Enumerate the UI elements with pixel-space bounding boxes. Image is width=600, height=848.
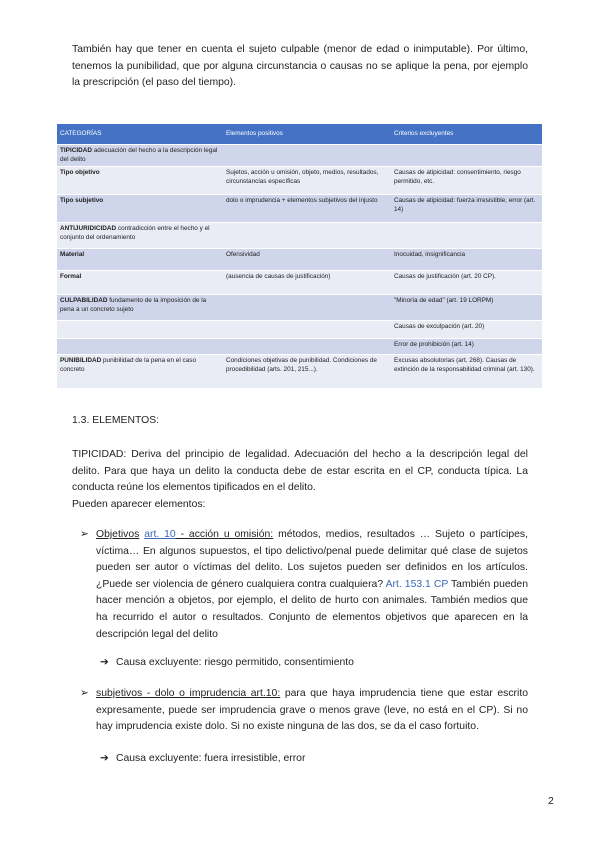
tipicidad-paragraph: TIPICIDAD: Deriva del principio de legalidad. Adecuación del hecho a la descripción legal del delito. Para que haya un delito la conducta debe de estar escrita en el CP, conducta típica. La conducta reúne los elementos tipificados en el delito.: [72, 449, 528, 494]
table-cell: [391, 145, 542, 167]
sub-bullet-objetivos: ➔ Causa excluyente: riesgo permitido, consentimiento: [100, 655, 354, 672]
table-cell: [57, 321, 223, 339]
table-cell: (ausencia de causas de justificación): [223, 271, 391, 295]
table-row: [57, 167, 542, 195]
arrow-icon: ➔: [100, 753, 109, 764]
table-cell: Formal: [57, 271, 223, 295]
table-row: [57, 295, 542, 321]
bullet-subjetivos: [80, 686, 528, 736]
table-cell: Ofensividad: [223, 249, 391, 271]
table-header-cell: Elementos positivos: [223, 124, 391, 145]
table-row: [57, 223, 542, 249]
table-cell: [57, 339, 223, 355]
table-header-cell: Criterios excluyentes: [391, 124, 542, 145]
table-cell: Causas de justificación (art. 20 CP).: [391, 271, 542, 295]
categories-table: [57, 124, 542, 389]
art-10-link[interactable]: art. 10: [144, 529, 176, 540]
table-row: [57, 339, 542, 355]
table-cell: Tipo subjetivo: [57, 195, 223, 223]
table-cell: Inocuidad, insignificancia: [391, 249, 542, 271]
tipicidad-block: [72, 447, 528, 513]
table-cell: Causas de exculpación (art. 20): [391, 321, 542, 339]
table-header-cell: CATEGORÍAS: [57, 124, 223, 145]
arrow-icon: ➔: [100, 657, 109, 668]
table-cell: Causas de atipicidad: fuerza irresistible, error (art. 14): [391, 195, 542, 223]
bullet-arrow-icon: ➢: [80, 688, 89, 699]
table-cell: Material: [57, 249, 223, 271]
bullet-objetivos-text: Objetivos art. 10 - acción u omisión: métodos, medios, resultados … Sujeto o partícipes, víctima… En algunos supuestos, el tipo delictivo/penal puede delimitar qué clase de sujetos pueden ser autor o víctimas del delito. Los sujetos pueden ser definidos en los artículos. ¿Puede ser violencia de género cualquiera contra cualquiera? Art. 153.1 CP También pueden hacer mención a objetos, por ejemplo, el delito de hurto con animales. También medios que ha recurrido el autor o resultados. Conjunto de elementos objetivos que aparecen en la descripción legal del delito: [96, 529, 528, 640]
table-cell: dolo o imprudencia + elementos subjetivos del injusto: [223, 195, 391, 223]
table-cell: Causas de atipicidad: consentimiento, riesgo permitido, etc.: [391, 167, 542, 195]
table-cell: [391, 223, 542, 249]
table-row: [57, 355, 542, 389]
table-cell: Error de prohibición (art. 14): [391, 339, 542, 355]
table-row: [57, 271, 542, 295]
table-cell: ANTIJURIDICIDAD contradicción entre el hecho y el conjunto del ordenamiento: [57, 223, 223, 249]
table-cell: [223, 145, 391, 167]
table-cell: TIPICIDAD adecuación del hecho a la descripción legal del delito: [57, 145, 223, 167]
table-cell: [223, 223, 391, 249]
section-heading: 1.3. ELEMENTOS:: [72, 415, 160, 426]
table-row: [57, 195, 542, 223]
table-cell: Excusas absolutorias (art. 268). Causas de extinción de la responsabilidad criminal (art. 130).: [391, 355, 542, 389]
bullet-subjetivos-text: subjetivos - dolo o imprudencia art.10: para que haya imprudencia tiene que estar escrito expresamente, puede ser imprudencia grave o menos grave (leve, no está en el CP). Si no hay imprudencia existe dolo. Si no existe ninguna de las dos, se da el caso fortuito.: [96, 688, 528, 733]
pueden-aparecer-text: Pueden aparecer elementos:: [72, 498, 206, 510]
bullet-arrow-icon: ➢: [80, 529, 89, 540]
table-row: [57, 145, 542, 167]
table-cell: Condiciones objetivas de punibilidad. Condiciones de procedibilidad (arts. 201, 215...).: [223, 355, 391, 389]
table-cell: [223, 295, 391, 321]
table-cell: [223, 321, 391, 339]
table-header-row: [57, 124, 542, 145]
table-row: [57, 321, 542, 339]
table-cell: Tipo objetivo: [57, 167, 223, 195]
sub-bullet-subjetivos: ➔ Causa excluyente: fuera irresistible, error: [100, 751, 305, 768]
page-number: 2: [548, 796, 554, 807]
table-cell: Sujetos, acción u omisión, objeto, medios, resultados, circunstancias específicas: [223, 167, 391, 195]
table-cell: [223, 339, 391, 355]
table-cell: "Minoría de edad" (art. 19 LORPM): [391, 295, 542, 321]
table-cell: CULPABILIDAD fundamento de la imposición de la pena a un concreto sujeto: [57, 295, 223, 321]
bullet-objetivos: [80, 527, 528, 643]
table-cell: PUNIBILIDAD punibilidad de la pena en el caso concreto: [57, 355, 223, 389]
intro-paragraph: También hay que tener en cuenta el sujeto culpable (menor de edad o inimputable). Por último, tenemos la punibilidad, que por alguna circunstancia o causas no se aplique la pena, por ejemplo la prescripción (el paso del tiempo).: [72, 44, 528, 89]
art-153-link[interactable]: Art. 153.1 CP: [385, 578, 449, 590]
table-row: [57, 249, 542, 271]
